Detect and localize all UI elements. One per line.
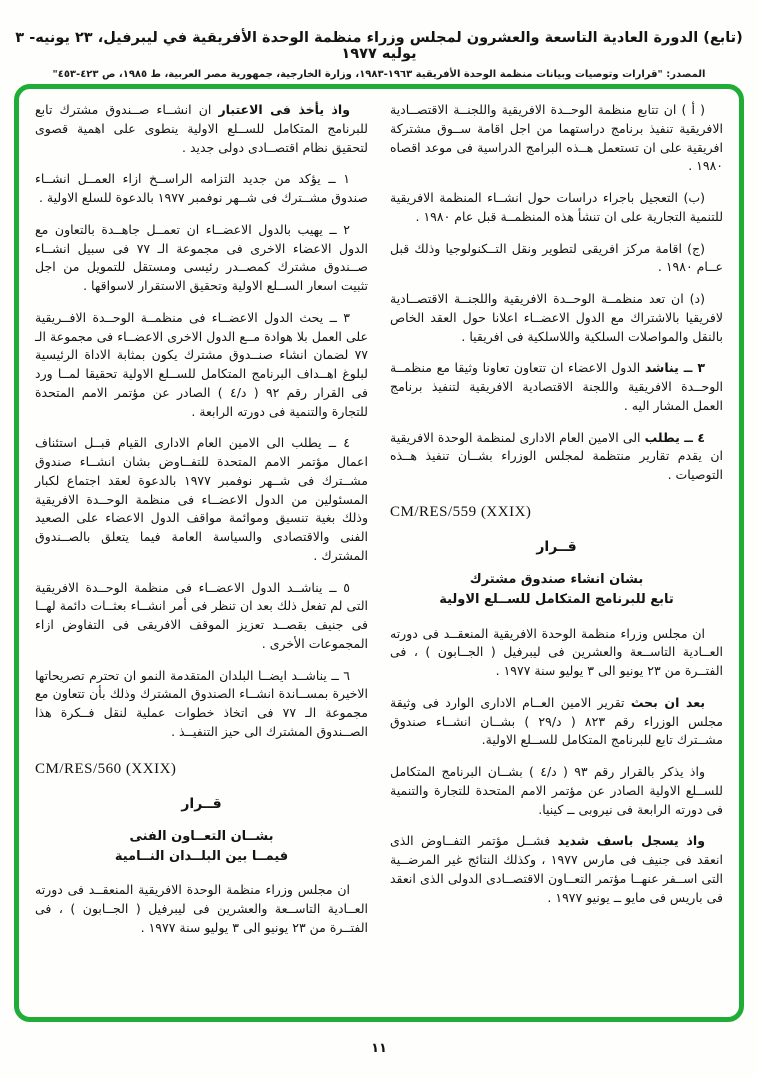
para-lead: واذ يسجل باسف شديد <box>557 833 705 849</box>
para-lead: واذ يأخذ فى الاعتبار <box>218 102 350 117</box>
resolution-title-560: قــرار <box>181 796 222 812</box>
para-operative-5 <box>35 579 368 654</box>
para-operative-3 <box>390 359 723 415</box>
column-right <box>390 101 723 1007</box>
para-noting-with-regret <box>390 832 723 907</box>
para-text: ١ ــ يؤكد من جديد التزامه الراســخ ازاء العمــل انشــاء صندوق مشــترك فى شــهر نوفمبر ١٩٧٧ بالدعوة للسلع الاولية . <box>35 171 368 205</box>
para-text: ان مجلس وزراء منظمة الوحدة الافريقية المنعقــد فى دورته العــادية التاســعة والعشرين فى ليبرفيل ( الجــابون ) ، فى الفتــرة من ٢٣ يونيو الى ٣ يوليو سنة ١٩٧٧ . <box>390 625 723 679</box>
para-operative-4 <box>390 429 723 485</box>
para-operative-4 <box>35 434 368 565</box>
para-text: (ب) التعجيل باجراء دراسات حول انشــاء المنظمة الافريقية للتنمية التجارية على ان تنشأ هذه المنظمــة قبل عام ١٩٨٠ . <box>390 190 723 224</box>
para-lead: ٣ ــ يناشد <box>644 360 705 376</box>
para-text: الدول الاعضاء ان تتعاون تعاونا وثيقا مع منظمــة الوحــدة الافريقية واللجنة الاقتصادية الافريقية لتنفيذ برنامج العمل المشار اليه . <box>390 360 723 413</box>
para-item-d <box>390 290 723 346</box>
para-operative-6 <box>35 667 368 742</box>
para-text: ٢ ــ يهيب بالدول الاعضــاء ان تعمــل جاهــدة بالتعاون مع الدول الاعضاء الاخرى فى مجموعة الـ ٧٧ فى سبيل انشــاء صــندوق مشترك كمصــدر رئيسى ومستقل للتمويل من اجل تثبيت اسعار الســلع الاولية وتحقيق الاستقرار لاسواقها . <box>35 221 368 293</box>
para-text: (ج) اقامة مركز افريقى لتطوير ونقل التــكنولوجيا وذلك قبل عــام ١٩٨٠ . <box>390 240 723 275</box>
para-item-b <box>390 189 723 227</box>
para-item-a <box>390 101 723 176</box>
para-operative-1 <box>35 170 368 208</box>
para-council-560 <box>35 881 368 937</box>
para-lead: بعد ان بحث <box>630 694 706 710</box>
two-column-layout <box>35 101 723 1007</box>
para-text: ٦ ــ يناشــد ايضــا البلدان المتقدمة النمو ان تحترم تصريحاتها الاخيرة بمســاندة انشــاء الصندوق المشترك وذلك بأن تتعاون مع مجموعة الـ ٧٧ فى اتخاذ خطوات عملية لنقل فــكرة هذا الصــندوق المشترك الى حيز التنفيــذ . <box>35 667 368 739</box>
document-title: (تابع) الدورة العادية التاسعة والعشرون لمجلس وزراء منظمة الوحدة الأفريقية في ليبرفيل، ٢٣ يونيه- ٣ يوليه ١٩٧٧ <box>15 30 743 62</box>
resolution-subtitle-560 <box>35 827 368 867</box>
resolution-subtitle-line2: تابع للبرنامج المتكامل للســلع الاولية <box>439 592 674 608</box>
para-text: الى الامين العام الادارى لمنظمة الوحدة الافريقية ان يقدم تقارير منتظمة لمجلس الوزراء بشــان تنفيذ هــذه التوصيات . <box>390 429 723 482</box>
para-text: ( أ ) ان تتابع منظمة الوحــدة الافريقية واللجنــة الاقتصــادية الافريقية تنفيذ برنامج دراستهما من اجل اقامة ســوق مشتركة افريقية على ان تستعمل هــذه البرامج الدراسية فى موعد اقصاه ١٩٨٠ . <box>390 102 723 174</box>
para-text: ٣ ــ يحث الدول الاعضــاء فى منظمــة الوحــدة الافــريقية على العمل بلا هوادة مــع الدول الاخرى الاعضــاء فى مجموعة الـ ٧٧ لضمان انشاء صنــدوق مشترك يكون بمثابة الاداة الرئيسية لبلوغ اهــداف البرنامج المتكامل للســلع الاولية تحقيقا لمــا ورد فى القرار رقم ٩٢ ( د/٤ ) الصادر عن مؤتمر الامم المتحدة للتجارة والتنمية فى دورته الرابعة . <box>35 309 369 419</box>
column-left <box>35 101 368 1007</box>
document-source-line: المصدر: "قرارات وتوصيات وبيانات منظمة الوحدة الأفريقية ١٩٦٣-١٩٨٣، وزارة الخارجية، جمهورية مصر العربية، ط ١٩٨٥، ص ٤٢٣-٤٥٣" <box>52 69 706 80</box>
resolution-ref-559: CM/RES/559 (XXIX) <box>390 503 532 520</box>
para-taking-into-account <box>35 101 368 157</box>
para-text: تقرير الامين العــام الادارى الوارد فى وثيقة مجلس الوزراء رقم ٨٢٣ ( د/٢٩ ) بشــان انشــاء صندوق مشــترك تابع للبرنامج المتكامل للســلع الاولية. <box>390 694 723 748</box>
resolution-subtitle-line2: فيمــا بين البلــدان النــامية <box>114 849 289 865</box>
para-text: (د) ان تعد منظمــة الوحــدة الافريقية واللجنــة الاقتصــادية لافريقيا بالاشتراك مع الدول الاعضــاء اعلانا حول العقد الخاص بالنقل والمواصلات السلكية واللاسلكية فى افريقيا . <box>390 291 723 344</box>
para-having-examined <box>390 694 723 750</box>
resolution-subtitle-line1: بشــان التعــاون الفنى <box>129 829 274 844</box>
para-text: ٥ ــ يناشــد الدول الاعضــاء فى منظمة الوحــدة الافريقية التى لم تفعل ذلك بعد ان تنظر فى أمر انشــاء بعثــات دائمة لهــا فى جنيف بقصــد تعزيز الموقف الافريقى فى التفاوض ازاء المجموعات الأخرى . <box>35 579 368 651</box>
para-item-c <box>390 240 723 278</box>
page-number: ١١ <box>371 1041 387 1056</box>
para-text: واذ يذكر بالقرار رقم ٩٣ ( د/٤ ) بشــان البرنامج المتكامل للســلع الاولية الصادر عن مؤتمر الامم المتحدة للتجارة والتنمية فى دورته الرابعة فى نيروبى ــ كينيا. <box>390 764 723 817</box>
resolution-subtitle-559 <box>390 570 723 610</box>
resolutions-frame <box>14 84 744 1022</box>
para-text: فشــل مؤتمر التفــاوض الذى انعقد فى جنيف فى مارس ١٩٧٧ ، وكذلك النتائج غير المرضــية التى اســفر عنهــا مؤتمر التعــاون الاقتصــادى الدولى الذى انعقد فى باريس فى مايو ــ يونيو ١٩٧٧ . <box>390 833 723 905</box>
resolution-title-559: قــرار <box>536 539 577 556</box>
document-header <box>10 30 748 80</box>
para-operative-3 <box>35 309 368 422</box>
resolution-ref-560: CM/RES/560 (XXIX) <box>35 760 177 777</box>
para-text: ٤ ــ يطلب الى الامين العام الادارى القيام قبــل استئناف اعمال مؤتمر الامم المتحدة للتفــاوض بشان انشــاء صندوق مشــترك فى شــهر نوفمبر ١٩٧٧ بالدعوة لعقد اجتماع لكبار المسئولين من الدول الاعضــاء فى منظمة الوحــدة الافريقية وذلك بغية تنسيق وموائمة مواقف الدول الاعضاء على الصعيد الفنى والاقتصادى والسياسة العامة فيما يتعلق بالصــندوق المشترك . <box>35 435 368 563</box>
para-lead: ٤ ــ يطلب <box>644 429 705 445</box>
para-text: ان مجلس وزراء منظمة الوحدة الافريقية المنعقــد فى دورته العــادية التاســعة والعشرين فى ليبرفيل ( الجــابون ) ، فى الفتــرة من ٢٣ يونيو الى ٣ يوليو سنة ١٩٧٧ . <box>35 882 368 935</box>
para-operative-2 <box>35 221 368 296</box>
resolution-subtitle-line1: بشان انشاء صندوق مشترك <box>469 572 644 588</box>
para-recalling <box>390 763 723 819</box>
para-council-559 <box>390 625 723 681</box>
para-text: ان انشــاء صــندوق مشترك تابع للبرنامج المتكامل للســلع الاولية ينطوى على اهمية قصوى لتحقيق نظام اقتصــادى دولى جديد . <box>35 102 368 155</box>
